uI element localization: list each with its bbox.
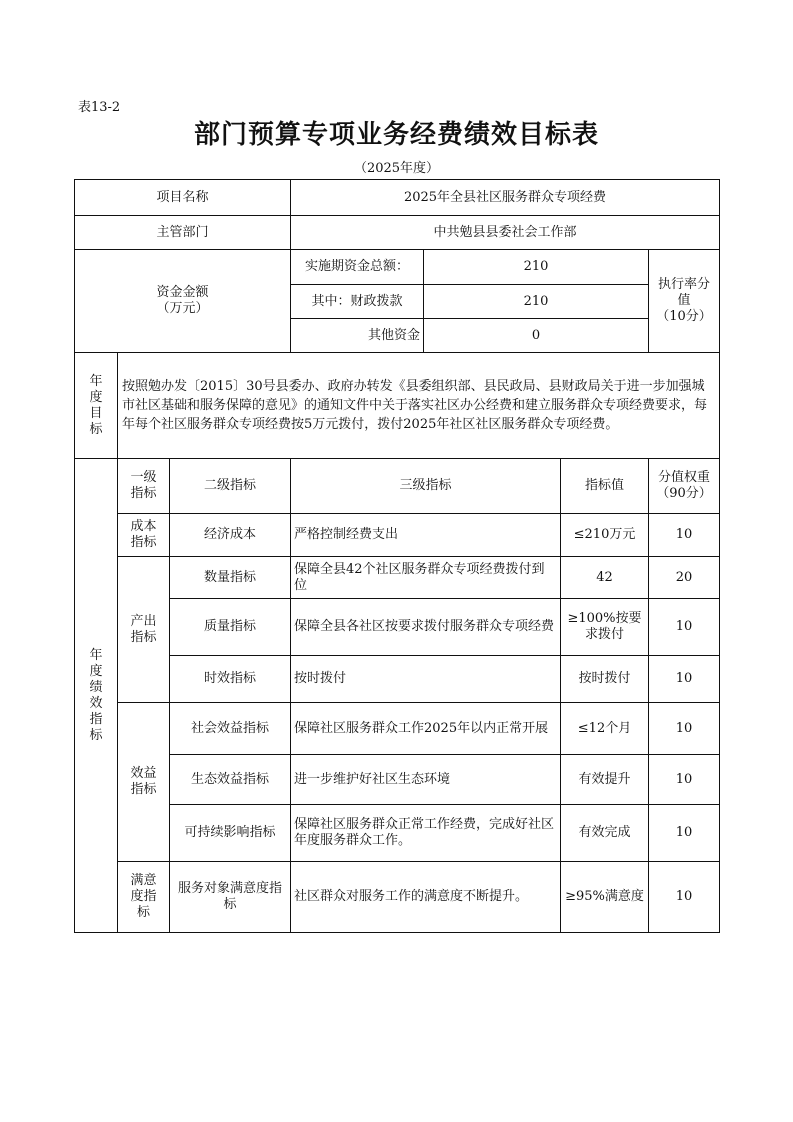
- table-row: [75, 805, 720, 862]
- annual-goal-label: [75, 353, 118, 459]
- level2-cell: 经济成本: [170, 514, 291, 557]
- funds-total-value: 210: [424, 250, 649, 285]
- group-satisfaction-line: 标: [136, 905, 150, 920]
- project-name-row: [75, 180, 720, 216]
- performance-label-char: 标: [89, 727, 103, 743]
- group-output-line: 产出: [130, 613, 157, 629]
- level3-cell: 严格控制经费支出: [291, 514, 561, 557]
- header-level3: 三级指标: [291, 459, 561, 514]
- header-weight-line: 分值权重: [658, 470, 711, 485]
- header-level1-line: 一级: [130, 470, 157, 485]
- funds-total-row: [75, 250, 720, 285]
- funds-other-label: 其他资金: [291, 319, 424, 353]
- exec-rate-label-3: （10分）: [656, 309, 712, 324]
- exec-rate-label-2: 值: [677, 293, 691, 308]
- project-name-value: 2025年全县社区服务群众专项经费: [291, 180, 720, 216]
- weight-cell: 10: [649, 805, 720, 862]
- performance-label-char: 绩: [89, 679, 103, 695]
- weight-cell: 10: [649, 755, 720, 805]
- level3-cell: 保障全县各社区按要求拨付服务群众专项经费: [291, 599, 561, 656]
- target-cell: 42: [561, 557, 649, 599]
- table-number: 表13-2: [78, 100, 121, 115]
- weight-cell: 20: [649, 557, 720, 599]
- performance-label: [75, 459, 118, 933]
- department-value: 中共勉县县委社会工作部: [291, 216, 720, 250]
- group-satisfaction-line: 度指: [130, 889, 157, 904]
- table-row: [75, 656, 720, 703]
- page-title: 部门预算专项业务经费绩效目标表: [193, 120, 599, 150]
- table-row: [75, 599, 720, 656]
- table-row: [75, 703, 720, 755]
- level2-cell: 可持续影响指标: [170, 805, 291, 862]
- funds-other-value: 0: [424, 319, 649, 353]
- group-satisfaction: [118, 862, 170, 933]
- level3-cell: 保障全县42个社区服务群众专项经费拨付到位: [291, 557, 561, 599]
- level3-cell: 社区群众对服务工作的满意度不断提升。: [291, 862, 561, 933]
- funds-unit: （万元）: [156, 301, 209, 316]
- level3-cell: 保障社区服务群众工作2025年以内正常开展: [291, 703, 561, 755]
- weight-cell: 10: [649, 862, 720, 933]
- exec-rate-label-1: 执行率分: [658, 277, 711, 292]
- header-level1: [118, 459, 170, 514]
- level2-cell: 服务对象满意度指标: [170, 862, 291, 933]
- department-label: 主管部门: [75, 216, 291, 250]
- table-row: [75, 755, 720, 805]
- weight-cell: 10: [649, 514, 720, 557]
- weight-cell: 10: [649, 599, 720, 656]
- header-level1-line: 指标: [130, 486, 157, 501]
- annual-goal-row: [75, 353, 720, 459]
- funds-label-cell: [75, 250, 291, 353]
- header-level2: 二级指标: [170, 459, 291, 514]
- funds-total-label: 实施期资金总额：: [291, 250, 424, 285]
- target-cell: 有效提升: [561, 755, 649, 805]
- exec-rate-cell: [649, 250, 720, 353]
- level2-cell: 时效指标: [170, 656, 291, 703]
- table-row: [75, 514, 720, 557]
- group-benefit-line: 指标: [130, 782, 157, 797]
- group-satisfaction-line: 满意: [130, 873, 157, 888]
- annual-goal-label-char: 年: [89, 373, 103, 389]
- level2-cell: 数量指标: [170, 557, 291, 599]
- weight-cell: 10: [649, 703, 720, 755]
- performance-label-char: 指: [89, 711, 103, 727]
- target-cell: ≤210万元: [561, 514, 649, 557]
- annual-goal-label-char: 标: [89, 421, 103, 437]
- target-cell: ≥95%满意度: [561, 862, 649, 933]
- performance-label-char: 效: [89, 695, 103, 711]
- target-cell: 按时拨付: [561, 656, 649, 703]
- table-row: [75, 862, 720, 933]
- level3-cell: 保障社区服务群众正常工作经费，完成好社区年度服务群众工作。: [291, 805, 561, 862]
- performance-label-char: 年: [89, 647, 103, 663]
- group-cost: [118, 514, 170, 557]
- header-weight-line: （90分）: [656, 486, 712, 501]
- group-output: [118, 557, 170, 703]
- level2-cell: 社会效益指标: [170, 703, 291, 755]
- header-target: 指标值: [561, 459, 649, 514]
- group-benefit: [118, 703, 170, 862]
- group-output-line: 指标: [130, 629, 157, 645]
- level2-cell: 质量指标: [170, 599, 291, 656]
- header-weight: [649, 459, 720, 514]
- project-name-label: 项目名称: [75, 180, 291, 216]
- page-subtitle-year: （2025年度）: [353, 161, 440, 176]
- table-row: [75, 557, 720, 599]
- annual-goal-label-char: 度: [89, 389, 103, 405]
- level3-cell: 进一步维护好社区生态环境: [291, 755, 561, 805]
- performance-label-char: 度: [89, 663, 103, 679]
- indicator-header-row: [75, 459, 720, 514]
- target-cell: ≤12个月: [561, 703, 649, 755]
- funds-fiscal-label: 其中：财政拨款: [291, 285, 424, 319]
- group-cost-line: 指标: [130, 535, 157, 550]
- department-row: [75, 216, 720, 250]
- group-cost-line: 成本: [130, 519, 157, 534]
- funds-fiscal-value: 210: [424, 285, 649, 319]
- funds-label: 资金金额: [156, 285, 209, 300]
- performance-target-table: [74, 179, 720, 933]
- group-benefit-line: 效益: [130, 766, 157, 781]
- annual-goal-label-char: 目: [89, 405, 103, 421]
- annual-goal-text: 按照勉办发〔2015〕30号县委办、政府办转发《县委组织部、县民政局、县财政局关于进一步加强城市社区基础和服务保障的意见》的通知文件中关于落实社区办公经费和建立服务群众专项经费要求，每年每个社区服务群众专项经费按5万元拨付，拨付2025年社区社区服务群众专项经费。: [118, 353, 720, 459]
- target-cell: 有效完成: [561, 805, 649, 862]
- level2-cell: 生态效益指标: [170, 755, 291, 805]
- level3-cell: 按时拨付: [291, 656, 561, 703]
- target-cell: ≥100%按要求拨付: [561, 599, 649, 656]
- weight-cell: 10: [649, 656, 720, 703]
